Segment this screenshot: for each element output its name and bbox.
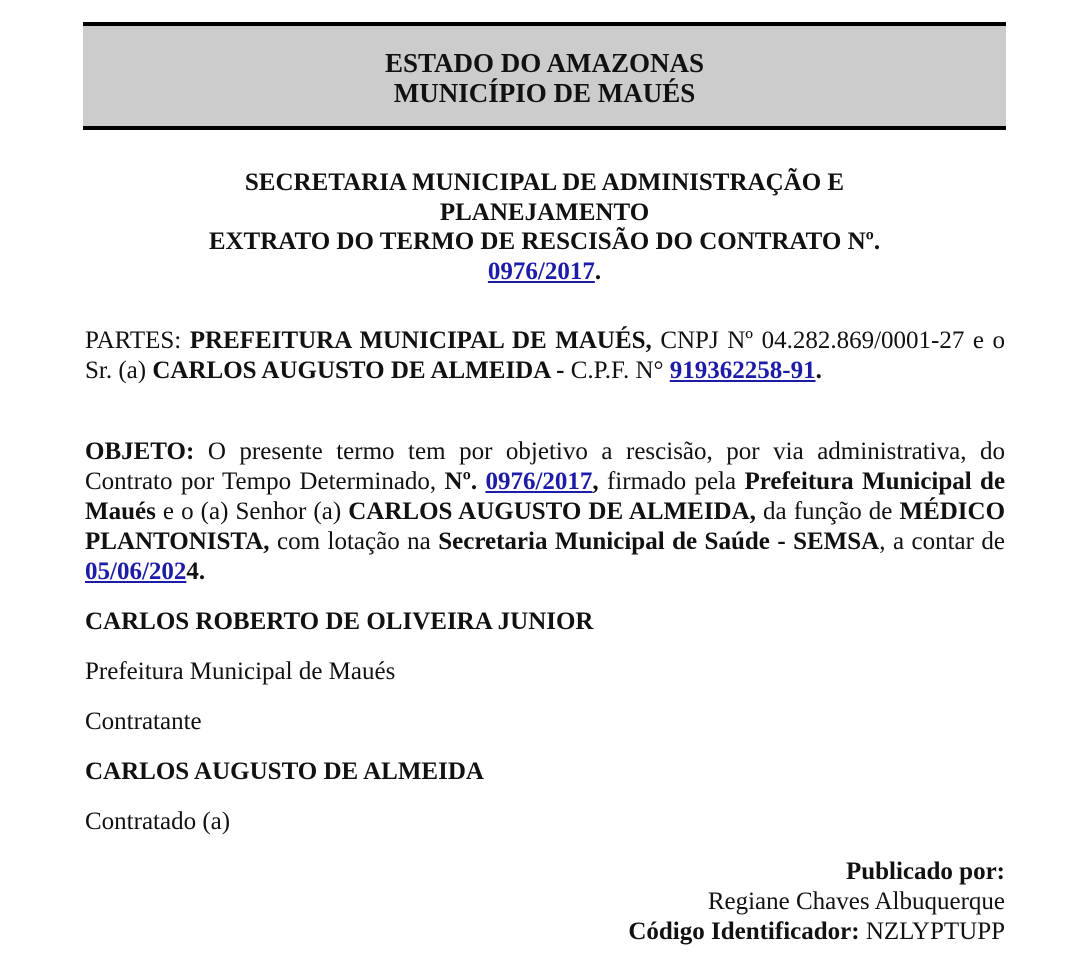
objeto-comma: , bbox=[592, 468, 599, 495]
state-name: ESTADO DO AMAZONAS bbox=[384, 48, 705, 78]
objeto-text: O presente termo tem por objetivo a rescisão, por via administrativa, do Contrato por Tempo Determinado, bbox=[85, 438, 1006, 495]
partes-label: PARTES: bbox=[85, 327, 182, 354]
municipality-name: MUNICÍPIO DE MAUÉS bbox=[393, 78, 696, 108]
contract-number-link[interactable]: 0976/2017 bbox=[487, 257, 595, 285]
cpf-link[interactable]: 919362258-91 bbox=[669, 357, 816, 384]
objeto-date-end: 4. bbox=[186, 558, 206, 585]
title-period: . bbox=[594, 257, 602, 285]
objeto-org: Prefeitura Municipal de Maués bbox=[85, 468, 1006, 525]
objeto-dept: Secretaria Municipal de Saúde - SEMSA bbox=[438, 528, 880, 555]
title-line-2: PLANEJAMENTO bbox=[439, 198, 650, 226]
objeto-role: MÉDICO PLANTONISTA, bbox=[85, 498, 1006, 555]
code-label: Código Identificador: bbox=[628, 918, 860, 945]
objeto-text: com lotação na bbox=[277, 528, 431, 555]
contratante-name: CARLOS ROBERTO DE OLIVEIRA JUNIOR bbox=[85, 608, 594, 635]
identifier-code bbox=[628, 917, 1005, 947]
partes-paragraph bbox=[85, 326, 1005, 386]
date-link[interactable]: 05/06/202 bbox=[85, 558, 187, 585]
contratado-name: CARLOS AUGUSTO DE ALMEIDA bbox=[85, 758, 484, 785]
objeto-paragraph bbox=[85, 437, 1005, 587]
document-header bbox=[83, 22, 1006, 130]
objeto-text: e o (a) Senhor (a) bbox=[162, 498, 342, 525]
partes-end: . bbox=[815, 357, 822, 384]
partes-org: PREFEITURA MUNICIPAL DE MAUÉS, bbox=[189, 327, 652, 354]
code-value: NZLYPTUPP bbox=[865, 918, 1005, 945]
contratado-role: Contratado (a) bbox=[85, 808, 231, 835]
title-line-1: SECRETARIA MUNICIPAL DE ADMINISTRAÇÃO E bbox=[244, 169, 845, 196]
title-line-3: EXTRATO DO TERMO DE RESCISÃO DO CONTRATO Nº. bbox=[208, 228, 881, 255]
publisher-name: Regiane Chaves Albuquerque bbox=[707, 888, 1005, 915]
objeto-num-label: Nº. bbox=[444, 468, 478, 495]
objeto-contract-link[interactable]: 0976/2017 bbox=[485, 468, 593, 495]
partes-person: CARLOS AUGUSTO DE ALMEIDA - bbox=[152, 357, 565, 384]
contratante-role: Contratante bbox=[85, 708, 202, 735]
partes-cnpj: CNPJ Nº 04.282.869/0001-27 e o Sr. (a) bbox=[85, 327, 1006, 384]
published-label: Publicado por: bbox=[845, 858, 1005, 885]
document-title bbox=[83, 168, 1006, 286]
contratante-org: Prefeitura Municipal de Maués bbox=[85, 658, 396, 685]
objeto-text: , a contar de bbox=[879, 528, 1006, 555]
objeto-label: OBJETO: bbox=[85, 438, 195, 465]
partes-cpf-label: C.P.F. N° bbox=[570, 357, 664, 384]
objeto-person: CARLOS AUGUSTO DE ALMEIDA, bbox=[348, 498, 756, 525]
objeto-text: da função de bbox=[763, 498, 893, 525]
objeto-text: firmado pela bbox=[606, 468, 737, 495]
